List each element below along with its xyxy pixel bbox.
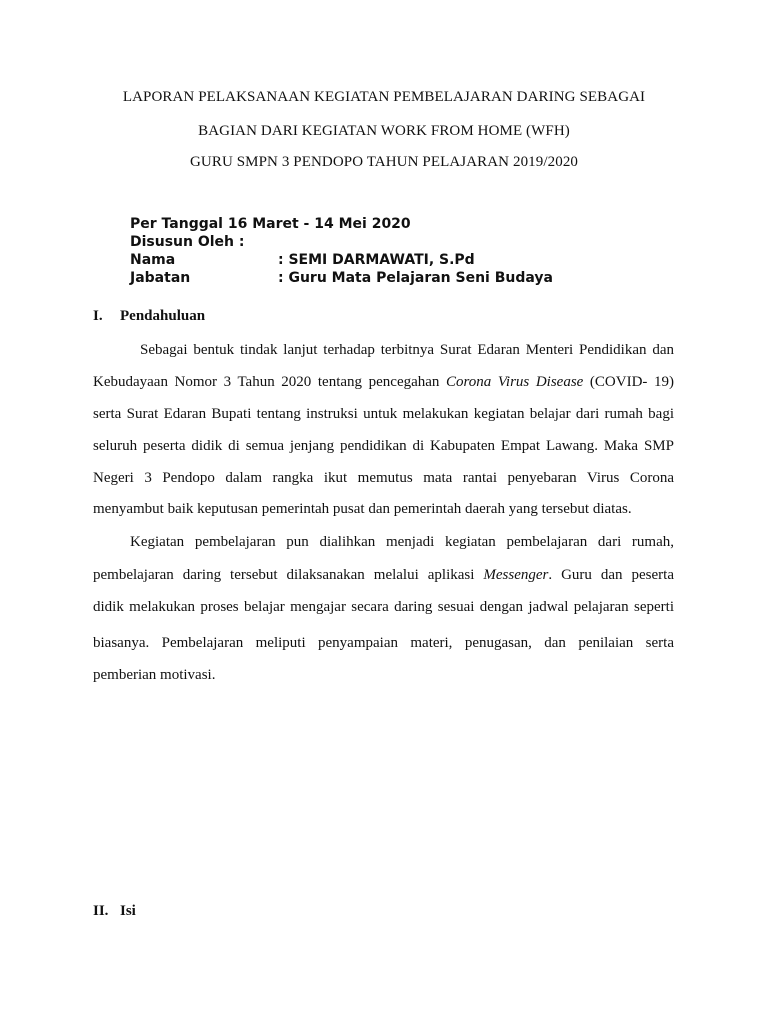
section-2-number: II. xyxy=(93,903,109,919)
para1-line-5: Negeri 3 Pendopo dalam rangka ikut memutus mata rantai penyebaran Virus Corona xyxy=(93,470,674,486)
para1-line-3: serta Surat Edaran Bupati tentang instruksi untuk melakukan kegiatan belajar dari rumah bagi xyxy=(93,406,674,422)
para2-line-3: didik melakukan proses belajar mengajar secara daring sesuai dengan jadwal pelajaran seperti xyxy=(93,599,674,615)
para1-line-2 xyxy=(93,372,674,392)
report-title-line-1: LAPORAN PELAKSANAAN KEGIATAN PEMBELAJARAN DARING SEBAGAI xyxy=(122,89,646,105)
para1-line-2-tail: (COVID- 19) xyxy=(583,374,674,390)
prepared-by-label: Disusun Oleh : xyxy=(130,234,245,250)
section-1-heading xyxy=(93,306,205,326)
name-row xyxy=(130,251,690,269)
section-1-number: I. xyxy=(93,308,103,324)
para2-line-1: Kegiatan pembelajaran pun dialihkan menjadi kegiatan pembelajaran dari rumah, xyxy=(130,534,674,550)
para1-line-4: seluruh peserta didik di semua jenjang pendidikan di Kabupaten Empat Lawang. Maka SMP xyxy=(93,438,674,454)
para1-line-1: Sebagai bentuk tindak lanjut terhadap terbitnya Surat Edaran Menteri Pendidikan dan xyxy=(140,342,674,358)
name-value: : SEMI DARMAWATI, S.Pd xyxy=(278,252,475,268)
para2-line-2-text: pembelajaran daring tersebut dilaksanakan melalui aplikasi xyxy=(93,567,484,583)
para2-line-2-tail: . Guru dan peserta xyxy=(548,567,674,583)
para2-italic-term: Messenger xyxy=(483,567,549,583)
report-title-line-3: GURU SMPN 3 PENDOPO TAHUN PELAJARAN 2019/2020 xyxy=(189,154,579,170)
prepared-by-row xyxy=(130,233,690,251)
position-value: : Guru Mata Pelajaran Seni Budaya xyxy=(278,270,553,286)
date-line: Per Tanggal 16 Maret - 14 Mei 2020 xyxy=(130,216,411,232)
report-meta-block xyxy=(130,215,690,287)
para2-line-4: biasanya. Pembelajaran meliputi penyampaian materi, penugasan, dan penilaian serta xyxy=(93,635,674,651)
position-label: Jabatan xyxy=(130,270,191,286)
para1-line-2-text: Kebudayaan Nomor 3 Tahun 2020 tentang pencegahan xyxy=(93,374,446,390)
para2-line-2 xyxy=(93,565,674,585)
para2-line-5: pemberian motivasi. xyxy=(93,667,216,683)
position-row xyxy=(130,269,690,287)
section-1-title: Pendahuluan xyxy=(120,308,206,324)
para1-line-6: menyambut baik keputusan pemerintah pusat dan pemerintah daerah yang tersebut diatas. xyxy=(93,501,632,517)
name-label: Nama xyxy=(130,252,176,268)
section-2-heading xyxy=(93,901,136,921)
para1-italic-term: Corona Virus Disease xyxy=(446,374,584,390)
section-2-title: Isi xyxy=(120,903,136,919)
date-row xyxy=(130,215,690,233)
report-title-line-2: BAGIAN DARI KEGIATAN WORK FROM HOME (WFH) xyxy=(198,123,570,139)
